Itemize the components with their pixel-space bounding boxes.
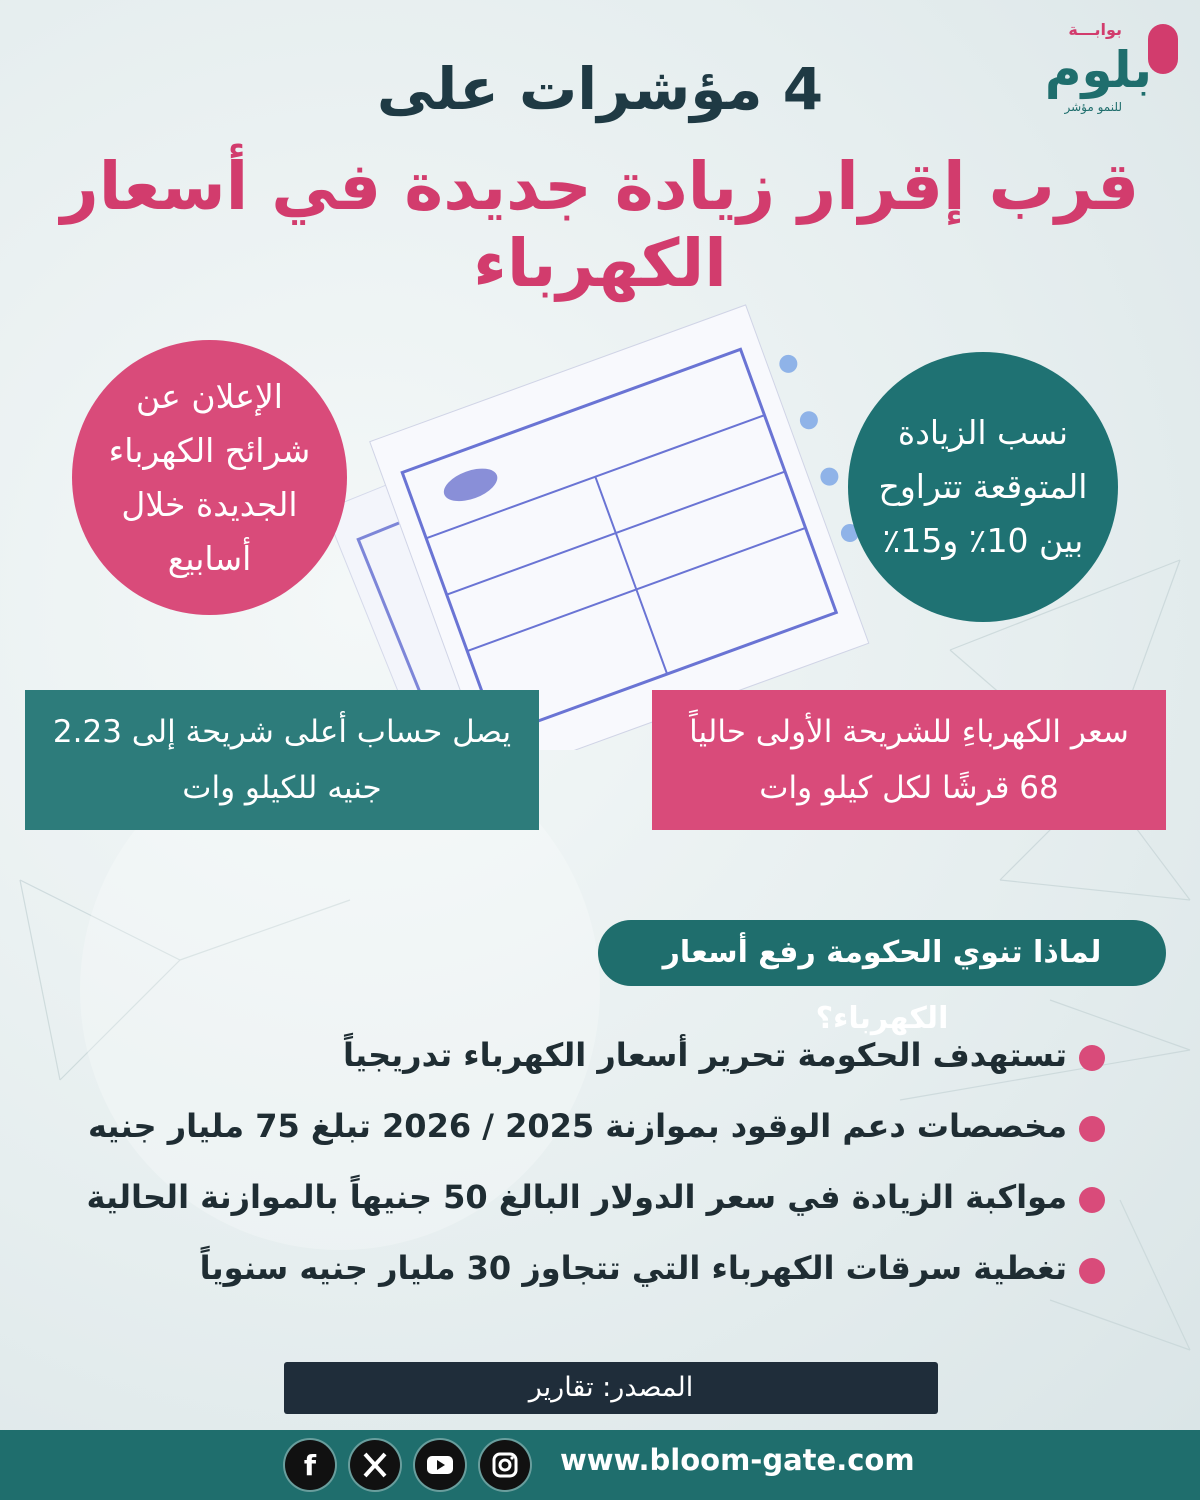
indicator-first-tier-text: سعر الكهرباءِ للشريحة الأولى حالياً 68 قرشًا لكل كيلو وات — [689, 714, 1129, 806]
x-icon[interactable] — [350, 1440, 400, 1490]
reasons-list — [65, 1020, 1105, 1304]
title-line1: 4 مؤشرات على — [376, 55, 824, 123]
list-item — [65, 1233, 1105, 1304]
footer-bar — [0, 1430, 1200, 1500]
reason-text: تستهدف الحكومة تحرير أسعار الكهرباء تدريجياً — [343, 1036, 1067, 1074]
indicator-first-tier — [652, 690, 1166, 830]
indicator-top-tier-text: يصل حساب أعلى شريحة إلى 2.23 جنيه للكيلو وات — [52, 714, 512, 806]
indicator-increase-range-text: نسب الزيادة المتوقعة تتراوح بين 10٪ و15٪ — [878, 413, 1088, 560]
section-question: لماذا تنوي الحكومة رفع أسعار الكهرباء؟ — [598, 920, 1166, 986]
instagram-icon[interactable] — [480, 1440, 530, 1490]
bullet-icon — [1079, 1116, 1105, 1142]
list-item — [65, 1091, 1105, 1162]
brand-name: بلوم — [1044, 41, 1152, 99]
reason-text: مخصصات دعم الوقود بموازنة 2025 / 2026 تبلغ 75 مليار جنيه — [87, 1107, 1067, 1145]
reason-text: تغطية سرقات الكهرباء التي تتجاوز 30 مليار جنيه سنوياً — [199, 1249, 1067, 1287]
list-item — [65, 1020, 1105, 1091]
brand-tagline: للنمو مؤشر — [1064, 100, 1122, 114]
bullet-icon — [1079, 1187, 1105, 1213]
indicator-announcement-text: الإعلان عن شرائح الكهرباء الجديدة خلال أسابيع — [108, 376, 311, 578]
bullet-icon — [1079, 1045, 1105, 1071]
indicator-top-tier — [25, 690, 539, 830]
facebook-icon[interactable] — [285, 1440, 335, 1490]
website-link[interactable]: www.bloom-gate.com — [560, 1443, 915, 1477]
source-label: المصدر: تقارير — [284, 1362, 938, 1414]
list-item — [65, 1162, 1105, 1233]
svg-text:f: f — [303, 1449, 317, 1482]
electricity-bills-illustration — [290, 290, 950, 750]
indicator-increase-range — [848, 352, 1118, 622]
indicator-announcement — [72, 340, 347, 615]
youtube-icon[interactable] — [415, 1440, 465, 1490]
reason-text: مواكبة الزيادة في سعر الدولار البالغ 50 جنيهاً بالموازنة الحالية — [86, 1178, 1067, 1216]
brand-small: بوابـــة — [1068, 20, 1122, 39]
bullet-icon — [1079, 1258, 1105, 1284]
title-line2: قرب إقرار زيادة جديدة في أسعار الكهرباء — [60, 148, 1140, 302]
